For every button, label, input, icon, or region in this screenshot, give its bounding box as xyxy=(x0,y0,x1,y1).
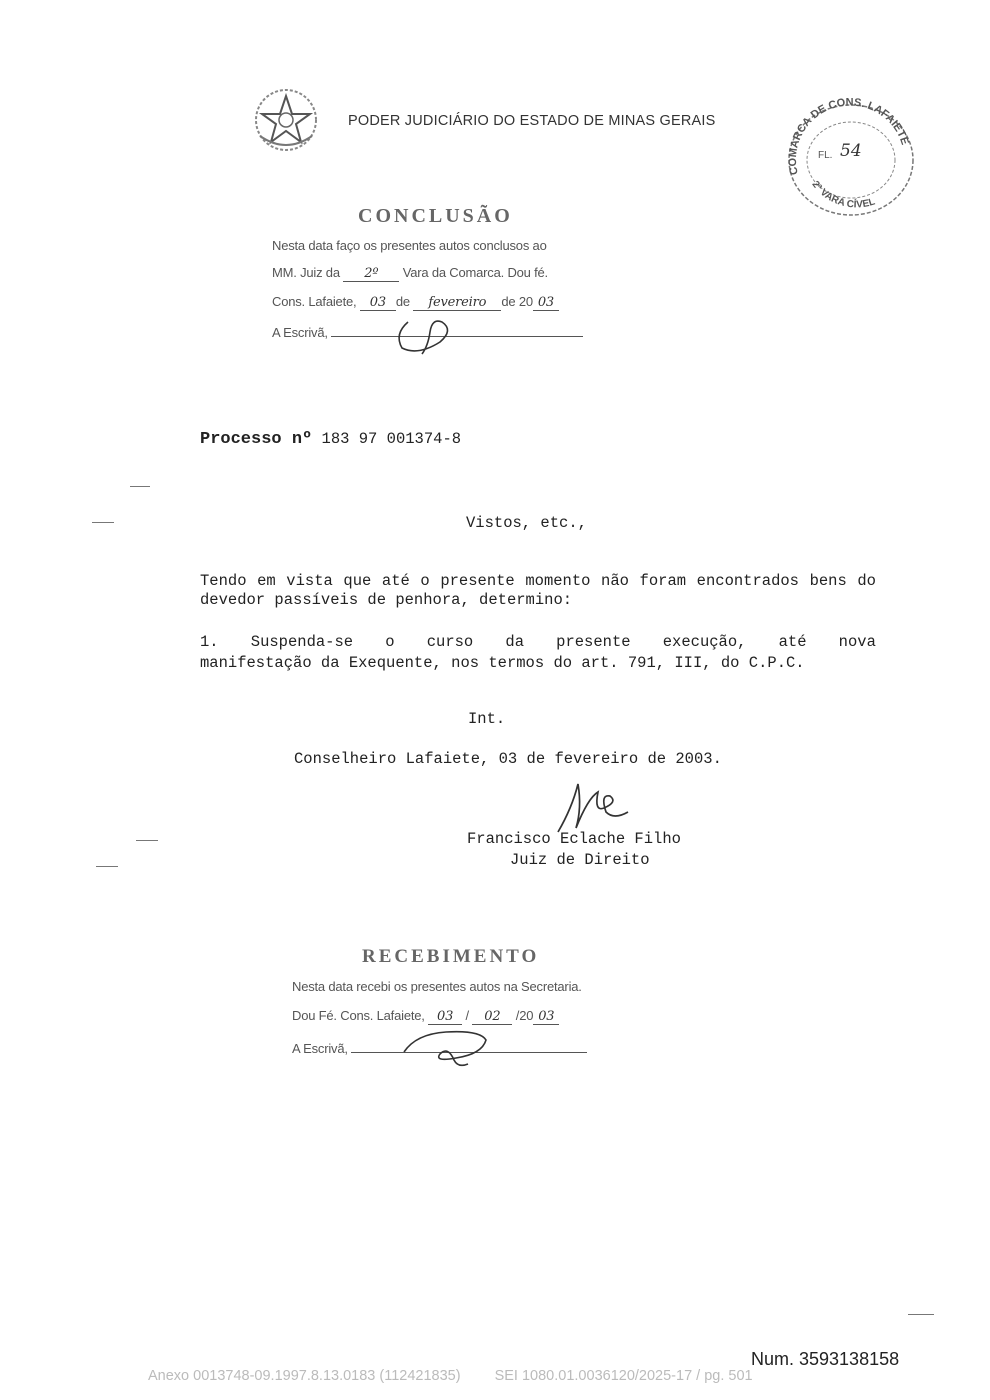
seal-folio-number: 54 xyxy=(840,141,862,161)
conclusao-line2-suffix: Vara da Comarca. Dou fé. xyxy=(402,265,548,280)
seal-folio-label: FL. xyxy=(818,150,833,161)
para2-word: 1. xyxy=(200,633,219,651)
conclusao-vara-value: 2º xyxy=(343,266,399,282)
processo-label: Processo nº xyxy=(200,430,313,449)
conclusao-line2 xyxy=(272,265,548,282)
recebimento-year: 03 xyxy=(533,1009,559,1025)
para2-word: o xyxy=(385,633,395,651)
conclusao-line3-prefix: Cons. Lafaiete, xyxy=(272,294,357,309)
paragraph-2-line1 xyxy=(200,632,876,653)
judge-title: Juiz de Direito xyxy=(510,851,650,869)
scan-mark xyxy=(136,840,158,841)
scan-mark xyxy=(130,486,150,487)
conclusao-line1: Nesta data faço os presentes autos conclusos ao xyxy=(272,238,547,253)
footer xyxy=(148,1368,753,1384)
conclusao-day: 03 xyxy=(360,295,396,311)
scan-mark xyxy=(908,1314,934,1315)
para2-word: até xyxy=(778,633,807,651)
conclusao-line4-prefix: A Escrivã, xyxy=(272,325,328,340)
para2-word: Suspenda-se xyxy=(250,633,354,651)
processo-number: 183 97 001374-8 xyxy=(321,430,462,448)
recebimento-line2: Dou Fé. Cons. Lafaiete, 03 / 02 /20 03 xyxy=(292,1008,559,1025)
paragraph-2-line2: manifestação da Exequente, nos termos do art. 791, III, do C.P.C. xyxy=(200,654,805,672)
recebimento-line1: Nesta data recebi os presentes autos na Secretaria. xyxy=(292,979,582,994)
conclusao-line3 xyxy=(272,294,559,311)
para2-word: da xyxy=(505,633,524,651)
para2-word: presente xyxy=(556,633,631,651)
court-header: PODER JUDICIÁRIO DO ESTADO DE MINAS GERAIS xyxy=(348,113,716,129)
document-number: Num. 3593138158 xyxy=(751,1349,900,1369)
recebimento-line3-prefix: A Escrivã, xyxy=(292,1041,348,1056)
para2-word: execução, xyxy=(662,633,747,651)
conclusao-title: CONCLUSÃO xyxy=(358,205,513,227)
recebimento-line2-prefix: Dou Fé. Cons. Lafaiete, xyxy=(292,1008,425,1023)
recebimento-title: RECEBIMENTO xyxy=(362,946,540,967)
int-text: Int. xyxy=(468,710,506,728)
vistos-text: Vistos, etc., xyxy=(466,514,587,532)
para2-word: curso xyxy=(426,633,474,651)
recebimento-month: 02 xyxy=(472,1009,512,1025)
conclusao-de2: de 20 xyxy=(501,294,533,309)
seal-top-text: COMARCA DE CONS. LAFAIETE xyxy=(786,98,911,176)
scan-mark xyxy=(92,522,114,523)
conclusao-line2-prefix: MM. Juiz da xyxy=(272,265,340,280)
footer-anexo: Anexo 0013748-09.1997.8.13.0183 (112421835) xyxy=(148,1368,461,1384)
date-line: Conselheiro Lafaiete, 03 de fevereiro de 2003. xyxy=(294,750,722,768)
footer-sei: SEI 1080.01.0036120/2025-17 / pg. 501 xyxy=(494,1368,753,1384)
paragraph-2 xyxy=(200,632,876,674)
para2-word: nova xyxy=(838,633,876,651)
recebimento-year-prefix: 20 xyxy=(519,1008,534,1023)
conclusao-month: fevereiro xyxy=(413,295,501,311)
clerk-signature-conclusao xyxy=(388,312,468,358)
judge-name: Francisco Eclache Filho xyxy=(467,830,681,848)
seal-bottom-text: 2ª VARA CÍVEL xyxy=(809,179,877,211)
paragraph-1: Tendo em vista que até o presente momento não foram encontrados bens do devedor passíveis de penhora, determino: xyxy=(200,572,876,609)
scan-mark xyxy=(96,866,118,867)
court-seal-stamp xyxy=(782,98,920,218)
coat-of-arms-icon xyxy=(252,86,320,154)
processo-line xyxy=(200,430,461,449)
recebimento-day: 03 xyxy=(428,1009,462,1025)
clerk-signature-recebimento xyxy=(396,1024,496,1070)
conclusao-de1: de xyxy=(395,294,410,309)
conclusao-year: 03 xyxy=(533,295,559,311)
